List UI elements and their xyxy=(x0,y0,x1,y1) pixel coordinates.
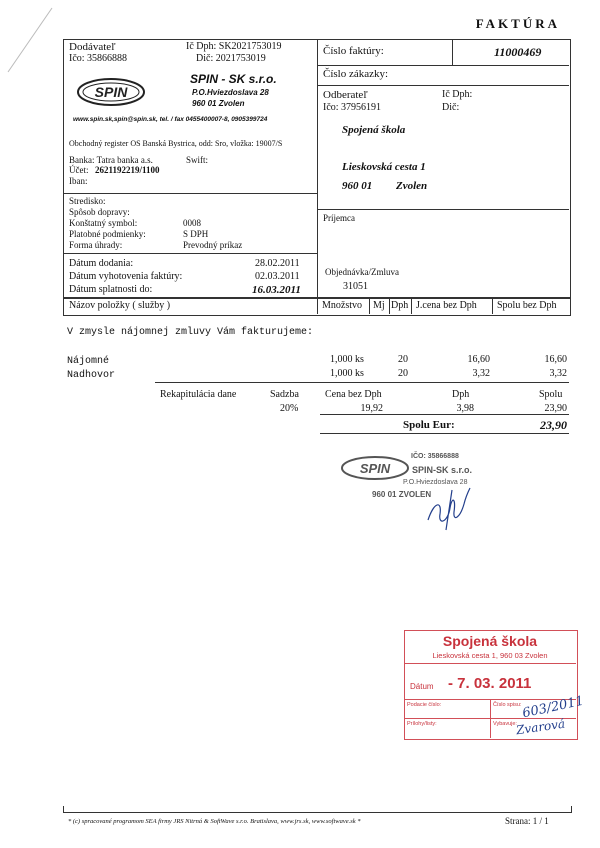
supplier-iban: Iban: xyxy=(69,176,88,186)
platobne-podmienky-value: S DPH xyxy=(183,229,209,239)
stamp-company: SPIN-SK s.r.o. xyxy=(412,465,473,475)
supplier-swift: Swift: xyxy=(186,155,209,165)
forma-uhrady-label: Forma úhrady: xyxy=(69,240,123,250)
recap-vat-header: Dph xyxy=(452,389,470,400)
platobne-podmienky-label: Platobné podmienky: xyxy=(69,229,146,239)
konst-symbol-label: Konštatný symbol: xyxy=(69,218,138,228)
supplier-city: 960 01 Zvolen xyxy=(192,99,245,108)
stamp-ico: IČO: 35866888 xyxy=(411,453,459,460)
recap-base: 19,92 xyxy=(360,403,383,414)
recap-total-header: Spolu xyxy=(539,389,563,400)
supplier-company: SPIN - SK s.r.o. xyxy=(190,72,277,86)
vybavuje-label: Vybavuje: xyxy=(493,721,517,727)
item-qty: 1,000 ks xyxy=(330,354,364,365)
item-total: 16,60 xyxy=(544,354,567,365)
grand-total: 23,90 xyxy=(540,418,567,432)
cislo-spisu-label: Číslo spisu: xyxy=(493,702,522,708)
item-unit-price: 16,60 xyxy=(467,354,490,365)
podacie-cislo-label: Podacie číslo: xyxy=(407,702,442,708)
spin-logo xyxy=(76,76,146,108)
document-title: FAKTÚRA xyxy=(475,16,560,31)
stamp-spin-logo xyxy=(340,454,410,482)
col-qty-header: Množstvo xyxy=(322,300,362,311)
handwritten-handler: Zvarová xyxy=(515,716,566,738)
col-vat-header: Dph xyxy=(391,300,409,311)
stamp-city: 960 01 ZVOLEN xyxy=(372,490,432,499)
delivery-date-label: Dátum dodania: xyxy=(69,258,134,269)
item-total: 3,32 xyxy=(549,368,567,379)
recap-label: Rekapitulácia dane xyxy=(160,389,237,400)
customer-town: Zvolen xyxy=(396,180,428,192)
col-total-header: Spolu bez Dph xyxy=(497,300,557,311)
customer-zip: 960 01 xyxy=(342,180,373,192)
account-label: Účet: xyxy=(69,165,89,175)
item-vat: 20 xyxy=(398,368,408,379)
issue-date: 02.03.2011 xyxy=(255,271,300,282)
due-date-label: Dátum splatnosti do: xyxy=(69,284,153,295)
page-indicator: Strana: 1 / 1 xyxy=(505,816,549,826)
receive-stamp-title: Spojená škola xyxy=(442,633,538,649)
supplier-contact: www.spin.sk,spin@spin.sk, tel. / fax 0455400007-8, 0905399724 xyxy=(73,116,268,123)
customer-ic-dph: Ič Dph: xyxy=(442,89,473,100)
delivery-date: 28.02.2011 xyxy=(255,258,300,269)
item-vat: 20 xyxy=(398,354,408,365)
receive-stamp-address: Lieskovská cesta 1, 960 03 Zvolen xyxy=(432,651,548,660)
customer-label: Odberateľ xyxy=(323,89,368,101)
grand-total-label: Spolu Eur: xyxy=(403,419,455,431)
supplier-dic: Dič: 2021753019 xyxy=(196,53,266,64)
prilohy-label: Prílohy/listy: xyxy=(407,721,437,727)
account-number: 2621192219/1100 xyxy=(95,165,160,175)
forma-uhrady-value: Prevodný príkaz xyxy=(183,240,243,250)
supplier-label: Dodávateľ xyxy=(69,41,116,53)
supplier-register: Obchodný register OS Banská Bystrica, odd: Sro, vložka: 19007/S xyxy=(69,139,283,148)
recap-vat: 3,98 xyxy=(456,403,474,414)
customer-ico: Ičo: 37956191 xyxy=(323,102,382,113)
customer-street: Lieskovská cesta 1 xyxy=(342,161,426,173)
supplier-ico: Ičo: 35866888 xyxy=(69,53,128,64)
col-unit-price-header: J.cena bez Dph xyxy=(416,300,477,311)
stamp-street: P.O.Hviezdoslava 28 xyxy=(403,479,468,486)
item-unit-price: 3,32 xyxy=(472,368,490,379)
recipient-label: Príjemca xyxy=(323,213,355,223)
order-number-label: Číslo zákazky: xyxy=(323,68,389,80)
item-qty: 1,000 ks xyxy=(330,368,364,379)
customer-dic: Dič: xyxy=(442,102,460,113)
due-date: 16.03.2011 xyxy=(252,284,301,296)
recap-rate-header: Sadzba xyxy=(270,389,299,400)
invoice-number-label: Číslo faktúry: xyxy=(323,45,384,57)
supplier-street: P.O.Hviezdoslava 28 xyxy=(192,88,269,97)
issue-date-label: Dátum vyhotovenia faktúry: xyxy=(69,271,183,282)
customer-name: Spojená škola xyxy=(342,124,406,136)
page-fold-mark xyxy=(0,0,60,80)
receive-date: - 7. 03. 2011 xyxy=(448,675,532,692)
col-unit-header: Mj xyxy=(373,300,385,311)
item-name: Nadhovor xyxy=(67,370,116,381)
handwritten-file-number: 603/2011 xyxy=(521,693,586,722)
receive-date-label: Dátum xyxy=(410,682,434,691)
order-contract-label: Objednávka/Zmluva xyxy=(325,267,399,277)
order-contract-value: 31051 xyxy=(343,281,368,292)
item-name: Nájomné xyxy=(67,356,110,367)
supplier-ic-dph: Ič Dph: SK2021753019 xyxy=(186,41,282,52)
stamp-spin-logo-text: SPIN xyxy=(359,461,391,476)
stredisko-label: Stredisko: xyxy=(69,196,106,206)
recap-total: 23,90 xyxy=(544,403,567,414)
recap-rate: 20% xyxy=(280,403,299,414)
col-name-header: Názov položky ( služby ) xyxy=(69,300,171,311)
doprava-label: Spôsob dopravy: xyxy=(69,207,130,217)
invoice-number: 11000469 xyxy=(494,45,542,59)
recap-base-header: Cena bez Dph xyxy=(325,389,382,400)
intro-text: V zmysle nájomnej zmluvy Vám fakturujeme: xyxy=(67,327,314,338)
konst-symbol-value: 0008 xyxy=(183,218,201,228)
supplier-signature xyxy=(420,482,480,534)
spin-logo-text: SPIN xyxy=(94,84,128,100)
footer-credit: * (c) spracované programom SEA firmy JRS Nitrná & SoftWave s.r.o. Bratislava, www.jrs.sk, www.softwave.sk * xyxy=(68,818,361,825)
supplier-bank: Banka: Tatra banka a.s. xyxy=(69,155,153,165)
